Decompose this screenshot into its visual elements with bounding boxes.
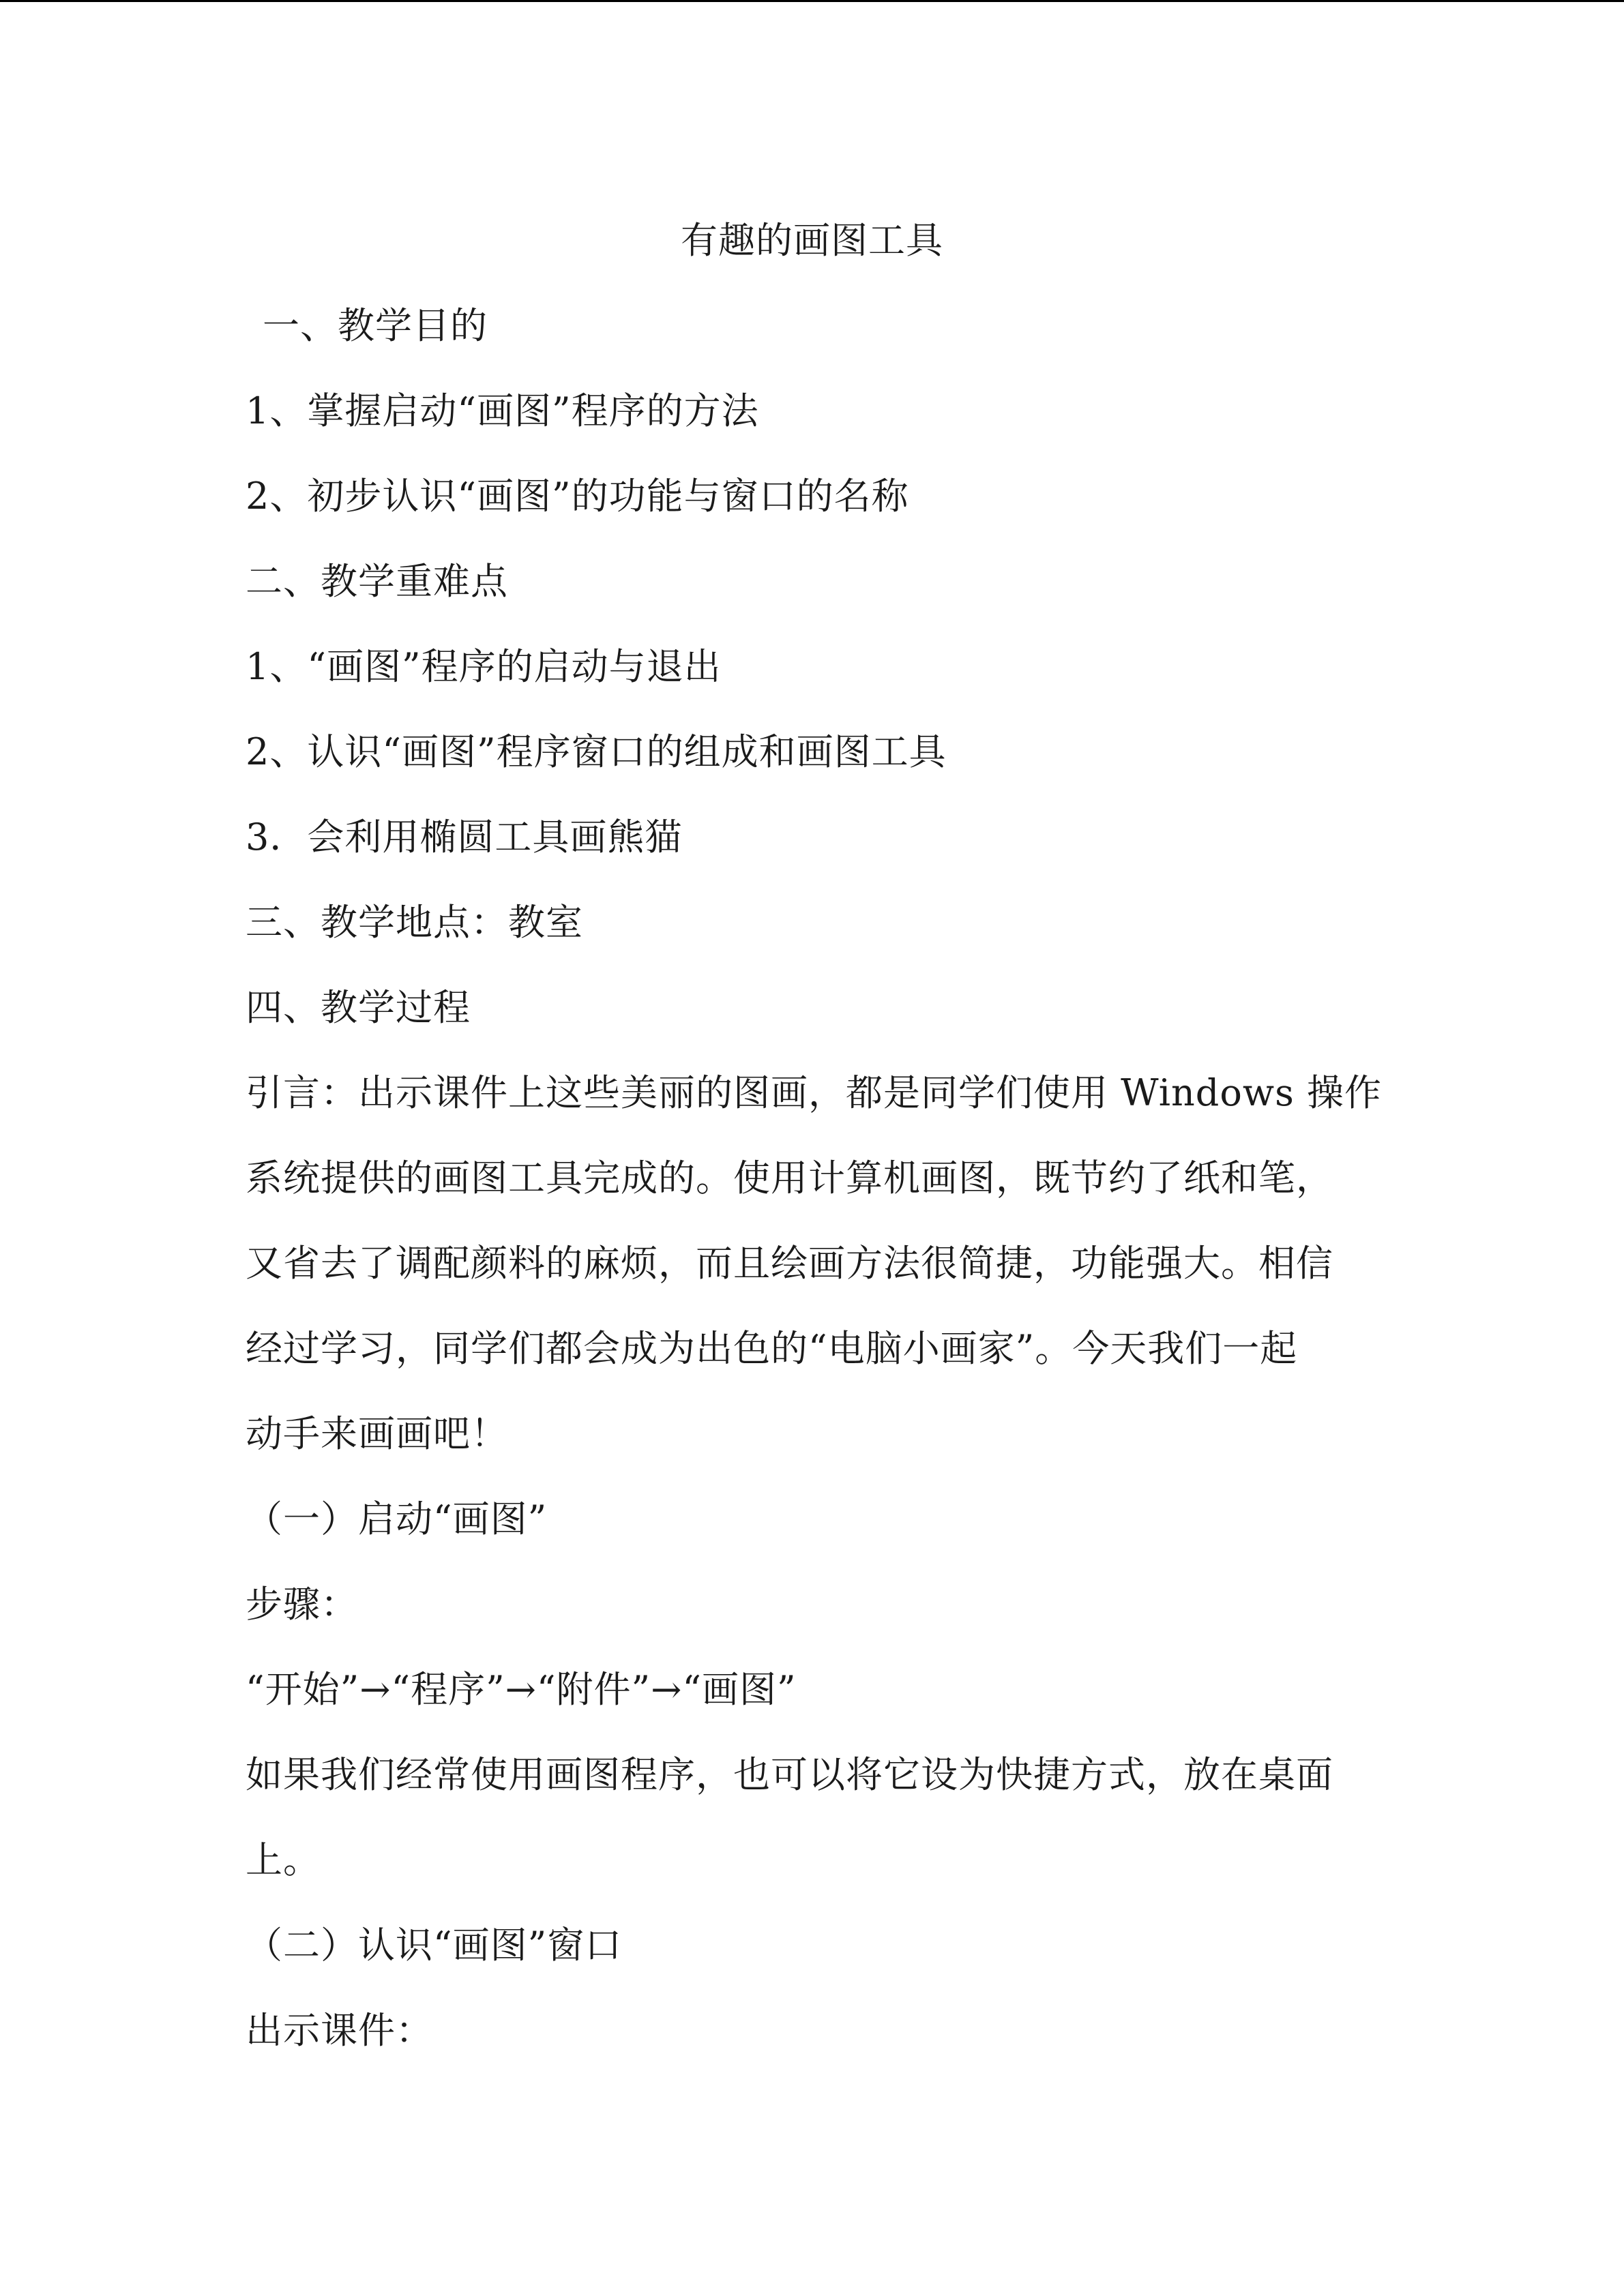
section-heading-objectives: 一、教学目的 [263,304,488,347]
key-point-item: 3．会利用椭圆工具画熊猫 [246,816,683,859]
subsection-heading-launch: （一）启动“画图” [246,1497,548,1540]
paragraph-line: 上。 [246,1838,321,1881]
document-title: 有趣的画图工具 [681,219,943,262]
section-heading-location: 三、教学地点：教室 [246,901,583,944]
paragraph-line: 引言：出示课件上这些美丽的图画，都是同学们使用 Windows 操作 [246,1071,1382,1114]
paragraph-line: 经过学习，同学们都会成为出色的“电脑小画家”。今天我们一起 [246,1327,1298,1370]
paragraph-line: 如果我们经常使用画图程序，也可以将它设为快捷方式，放在桌面 [246,1753,1333,1796]
section-heading-process: 四、教学过程 [246,986,471,1029]
section-heading-key-points: 二、教学重难点 [246,560,508,603]
paragraph-line: 系统提供的画图工具完成的。使用计算机画图，既节约了纸和笔， [246,1157,1333,1199]
subsection-heading-window: （二）认识“画图”窗口 [246,1924,623,1967]
key-point-item: 1、“画图”程序的启动与退出 [246,645,722,688]
steps-label: 步骤： [246,1583,358,1626]
objective-item: 2、初步认识“画图”的功能与窗口的名称 [246,475,909,518]
courseware-label: 出示课件： [246,2009,433,2052]
steps-path: “开始”→“程序”→“附件”→“画图” [246,1668,797,1711]
objective-item: 1、掌握启动“画图”程序的方法 [246,389,759,432]
paragraph-line: 又省去了调配颜料的麻烦，而且绘画方法很简捷，功能强大。相信 [246,1242,1333,1285]
key-point-item: 2、认识“画图”程序窗口的组成和画图工具 [246,730,947,773]
paragraph-line: 动手来画画吧！ [246,1412,508,1455]
